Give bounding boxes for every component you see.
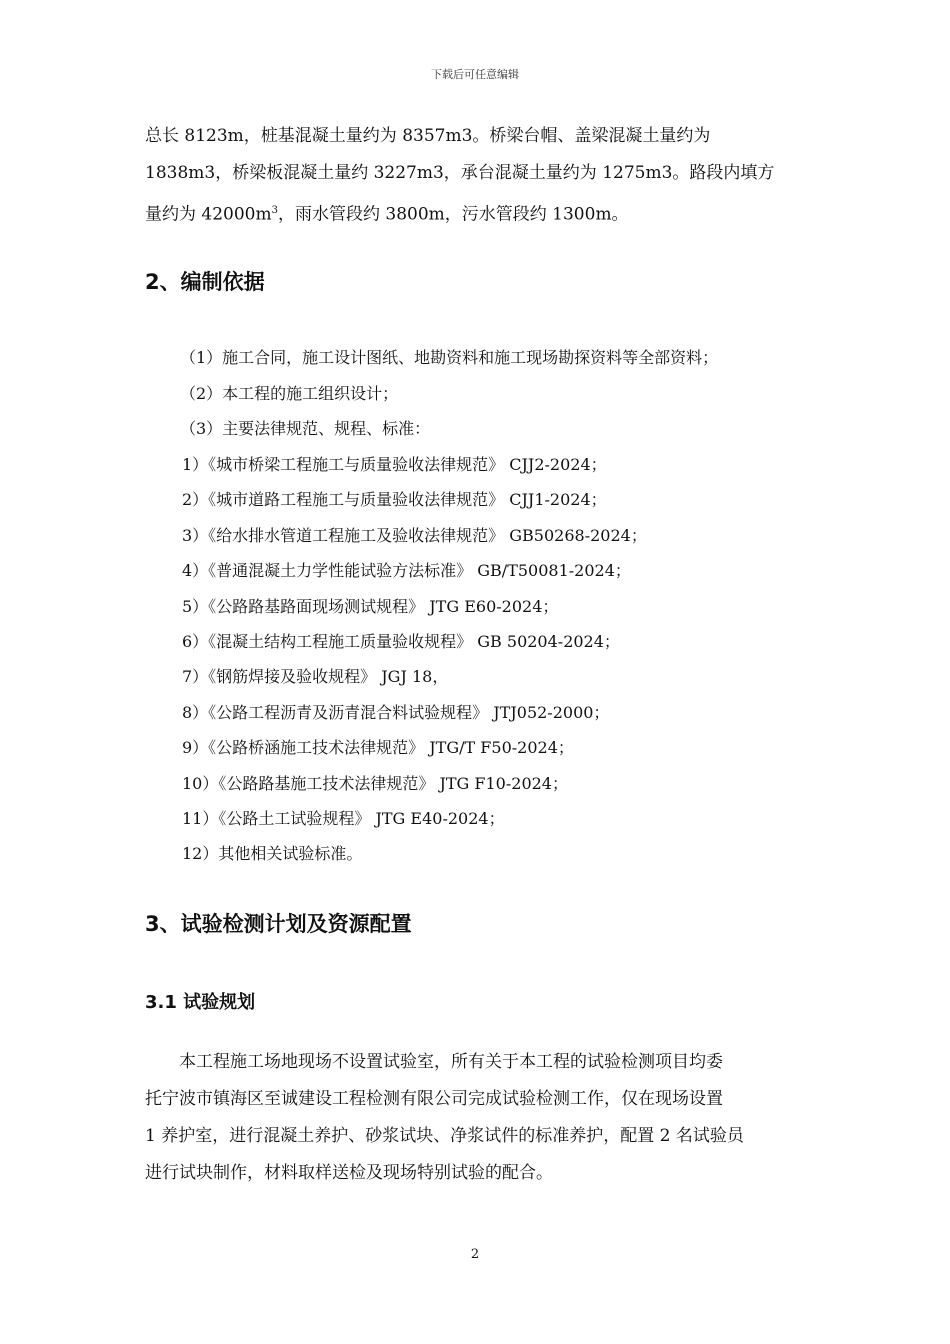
- reference-item-3: 3）《给水排水管道工程施工及验收法律规范》 GB50268-2024；: [182, 525, 647, 545]
- body-line-2: 托宁波市镇海区至诚建设工程检测有限公司完成试验检测工作，仅在现场设置: [145, 1089, 723, 1109]
- body-line-3: 1 养护室，进行混凝土养护、砂浆试块、净浆试件的标准养护，配置 2 名试验员: [145, 1126, 744, 1146]
- reference-item-2: 2）《城市道路工程施工与质量验收法律规范》 CJJ1-2024；: [182, 490, 607, 510]
- body-line-4: 进行试块制作，材料取样送检及现场特别试验的配合。: [145, 1163, 553, 1183]
- basis-item-3: （3）主要法律规范、规程、标准：: [180, 419, 431, 438]
- reference-item-1: 1）《城市桥梁工程施工与质量验收法律规范》 CJJ2-2024；: [182, 455, 607, 474]
- section-3-1-paragraph: [145, 1044, 811, 1192]
- page-number: 2: [470, 1247, 480, 1262]
- basis-list: [180, 340, 718, 447]
- reference-item-5: 5）《公路路基路面现场测试规程》 JTG E60-2024；: [182, 596, 559, 616]
- reference-item-6: 6）《混凝土结构工程施工质量验收规程》 GB 50204-2024；: [182, 632, 620, 652]
- basis-item-1: （1）施工合同，施工设计图纸、地勘资料和施工现场勘探资料等全部资料；: [180, 348, 719, 367]
- reference-list: [182, 447, 647, 872]
- body-line-1: 本工程施工场地现场不设置试验室，所有关于本工程的试验检测项目均委: [145, 1052, 723, 1072]
- reference-item-12: 12）其他相关试验标准。: [182, 844, 363, 864]
- reference-item-4: 4）《普通混凝土力学性能试验方法标准》 GB/T50081-2024；: [182, 561, 631, 581]
- basis-item-2: （2）本工程的施工组织设计；: [180, 383, 399, 403]
- intro-line-2: 1838m3，桥梁板混凝土量约 3227m3，承台混凝土量约为 1275m3。路段内填方: [145, 163, 775, 183]
- section-2-heading: 2、编制依据: [145, 270, 265, 294]
- reference-item-7: 7）《钢筋焊接及验收规程》 JGJ 18，: [182, 667, 449, 687]
- page-header: 下载后可任意编辑: [431, 68, 519, 81]
- intro-paragraph: [145, 118, 811, 234]
- intro-line-1: 总长 8123m，桩基混凝土量约为 8357m3。桥梁台帽、盖梁混凝土量约为: [145, 126, 711, 146]
- intro-line-3: 量约为 $42000m^3$，雨水管段约 3800m，污水管段约 1300m。: [145, 204, 629, 225]
- reference-item-8: 8）《公路工程沥青及沥青混合料试验规程》 JTJ052-2000；: [182, 702, 610, 722]
- reference-item-11: 11）《公路土工试验规程》 JTG E40-2024；: [182, 809, 505, 829]
- reference-item-10: 10）《公路路基施工技术法律规范》 JTG F10-2024；: [182, 773, 568, 793]
- reference-item-9: 9）《公路桥涵施工技术法律规范》 JTG/T F50-2024；: [182, 738, 574, 758]
- section-3-1-heading: 3.1 试验规划: [145, 992, 256, 1013]
- section-3-heading: 3、试验检测计划及资源配置: [145, 912, 412, 936]
